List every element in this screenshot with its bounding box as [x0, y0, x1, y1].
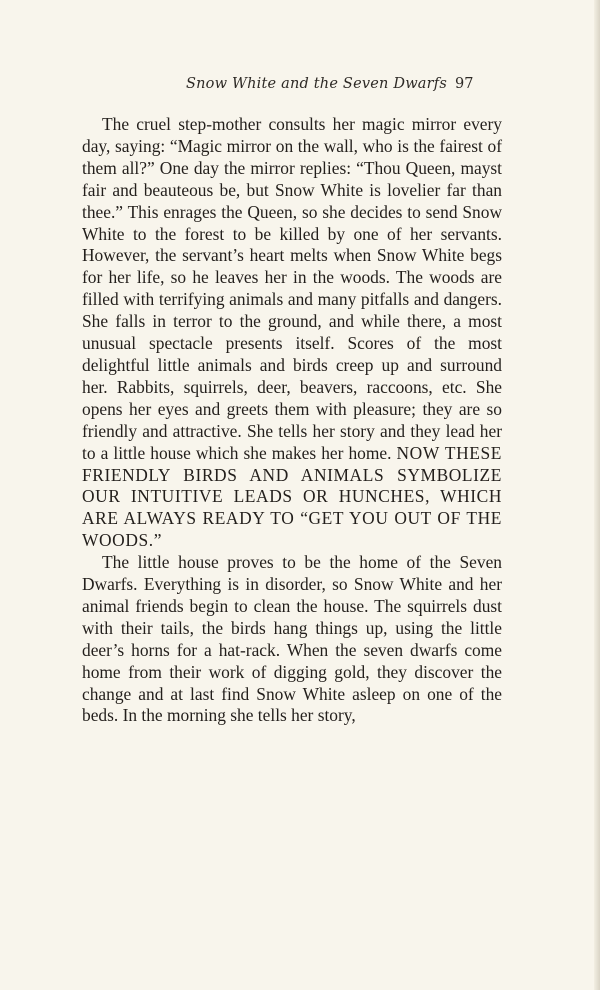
paragraph-2: The little house proves to be the home of the Seven Dwarfs. Everything is in disorder, so Snow White and her animal friends begin to clean the house. The squirrels dust with their tails, the birds hang things up, using the little deer’s horns for a hat-rack. When the seven dwarfs come home from their work of digging gold, they discover the change and at last find Snow White asleep on one of the beds. In the morning she tells her story,: [82, 552, 502, 726]
running-header: [0, 76, 600, 98]
page-edge-shadow: [594, 0, 600, 990]
running-title: Snow White and the Seven Dwarfs: [185, 76, 447, 92]
paragraph-1-emphasis: NOW THESE FRIENDLY BIRDS AND ANIMALS SYMBOLIZE OUR INTUITIVE LEADS OR HUNCHES, WHICH ARE ALWAYS READY TO “GET YOU OUT OF THE WOODS.”: [82, 442, 502, 551]
paragraph-1: [82, 114, 502, 552]
page-number: 97: [455, 76, 474, 92]
body-text: [82, 114, 502, 727]
paragraph-1-text: The cruel step-mother consults her magic mirror every day, saying: “Magic mirror on the wall, who is the fairest of them all?” One day the mirror replies: “Thou Queen, mayst fair and beauteous be, but Snow White is lovelier far than thee.” This enrages the Queen, so she decides to send Snow White to the forest to be killed by one of her servants. However, the servant’s heart melts when Snow White begs for her life, so he leaves her in the woods. The woods are filled with terrifying animals and many pitfalls and dangers. She falls in terror to the ground, and while there, a most unusual spectacle presents itself. Scores of the most delightful little animals and birds creep up and surround her. Rabbits, squirrels, deer, beavers, raccoons, etc. She opens her eyes and greets them with pleasure; they are so friendly and attractive. She tells her story and they lead her to a little house which she makes her home.: [82, 114, 502, 463]
